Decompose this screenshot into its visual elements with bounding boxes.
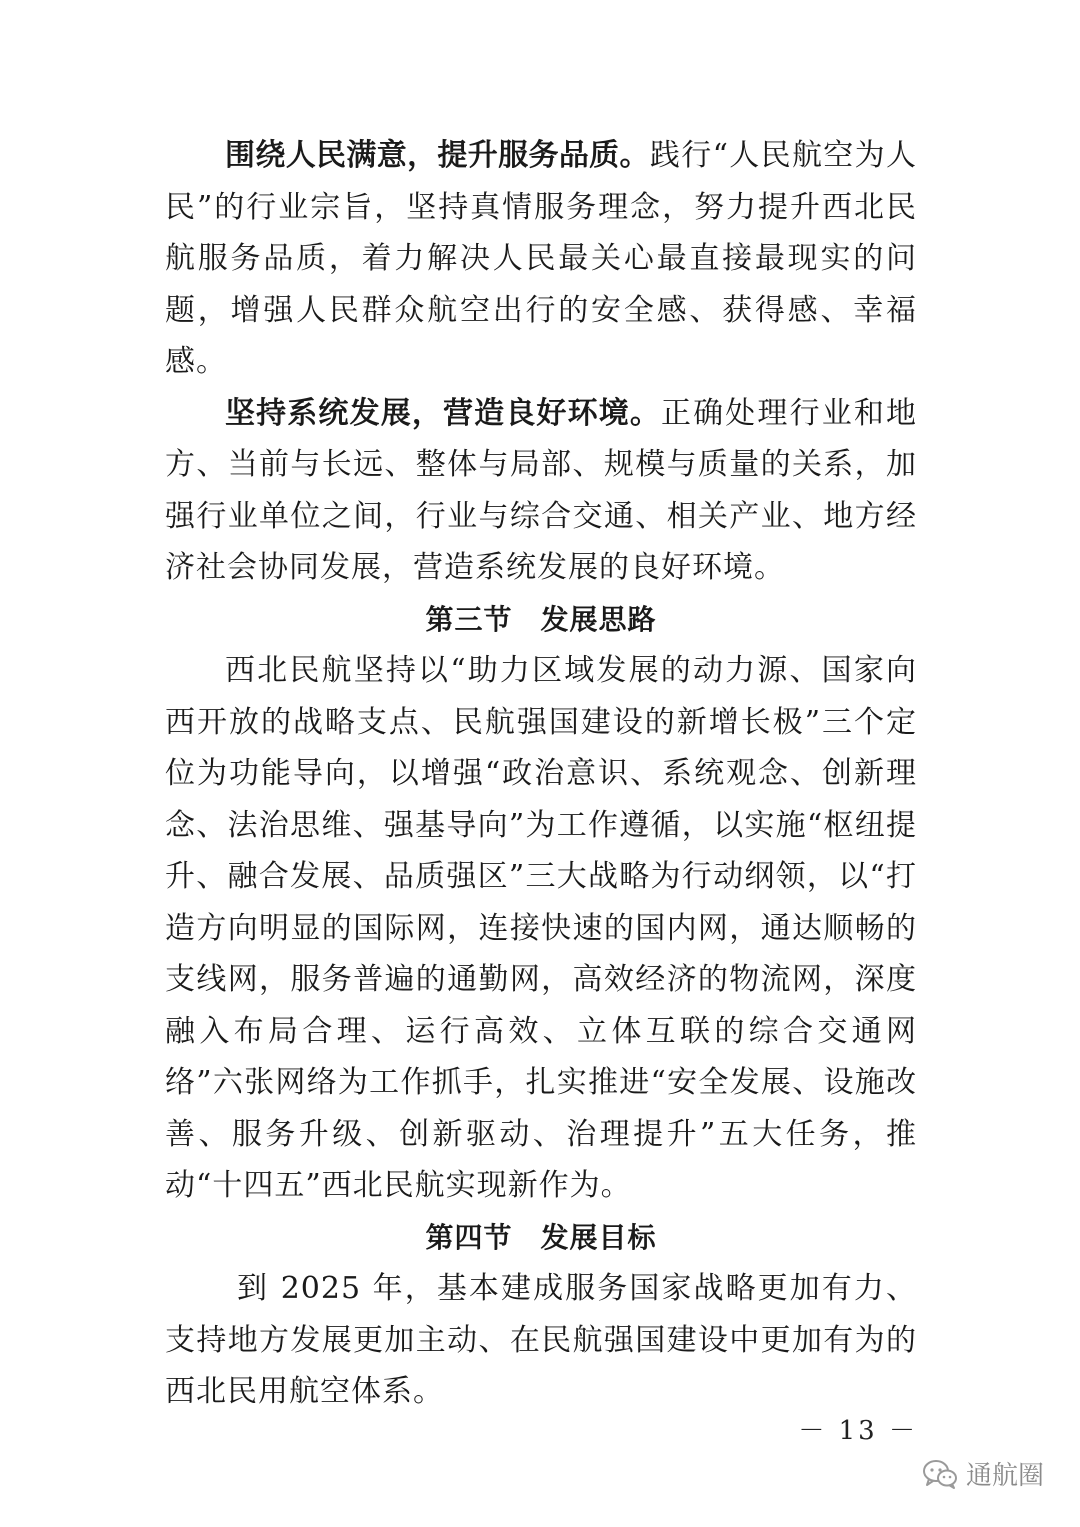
section-heading-4 <box>165 1212 917 1264</box>
paragraph-development-approach: 西北民航坚持以“助力区域发展的动力源、国家向西开放的战略支点、民航强国建设的新增长极”三个定位为功能导向，以增强“政治意识、系统观念、创新理念、法治思维、强基导向”为工作遵循，以实施“枢纽提升、融合发展、品质强区”三大战略为行动纲领，以“打造方向明显的国际网，连接快速的国内网，通达顺畅的支线网，服务普遍的通勤网，高效经济的物流网，深度融入布局合理、运行高效、立体互联的综合交通网络”六张网络为工作抓手，扎实推进“安全发展、设施改善、服务升级、创新驱动、治理提升”五大任务，推动“十四五”西北民航实现新作为。 <box>165 653 917 1203</box>
watermark <box>922 1455 1044 1492</box>
wechat-icon <box>922 1458 958 1490</box>
section-title: 发展目标 <box>540 1220 657 1254</box>
paragraph-development-goal: 到 2025 年，基本建成服务国家战略更加有力、支持地方发展更加主动、在民航强国建设中更加有为的西北民用航空体系。 <box>165 1271 917 1409</box>
paragraph-lead: 坚持系统发展，营造良好环境。 <box>225 395 661 431</box>
paragraph-text: 践行“人民航空为人民”的行业宗旨，坚持真情服务理念，努力提升西北民航服务品质，着力解决人民最关心最直接最现实的问题，增强人民群众航空出行的安全感、获得感、幸福感。 <box>165 138 917 379</box>
paragraph-text: 正确处理行业和地方、当前与长远、整体与局部、规模与质量的关系，加强行业单位之间，行业与综合交通、相关产业、地方经济社会协同发展，营造系统发展的良好环境。 <box>165 395 917 585</box>
section-number: 第四节 <box>425 1220 513 1254</box>
page-number: － 13 － <box>798 1416 918 1446</box>
section-number: 第三节 <box>425 602 513 636</box>
paragraph-system-development <box>165 388 917 594</box>
section-heading-3 <box>165 594 917 646</box>
watermark-label: 通航圈 <box>965 1461 1044 1491</box>
paragraph-service-quality <box>165 130 917 388</box>
paragraph-lead: 围绕人民满意，提升服务品质。 <box>225 138 650 173</box>
document-body <box>165 130 917 1418</box>
section-title: 发展思路 <box>540 602 657 636</box>
